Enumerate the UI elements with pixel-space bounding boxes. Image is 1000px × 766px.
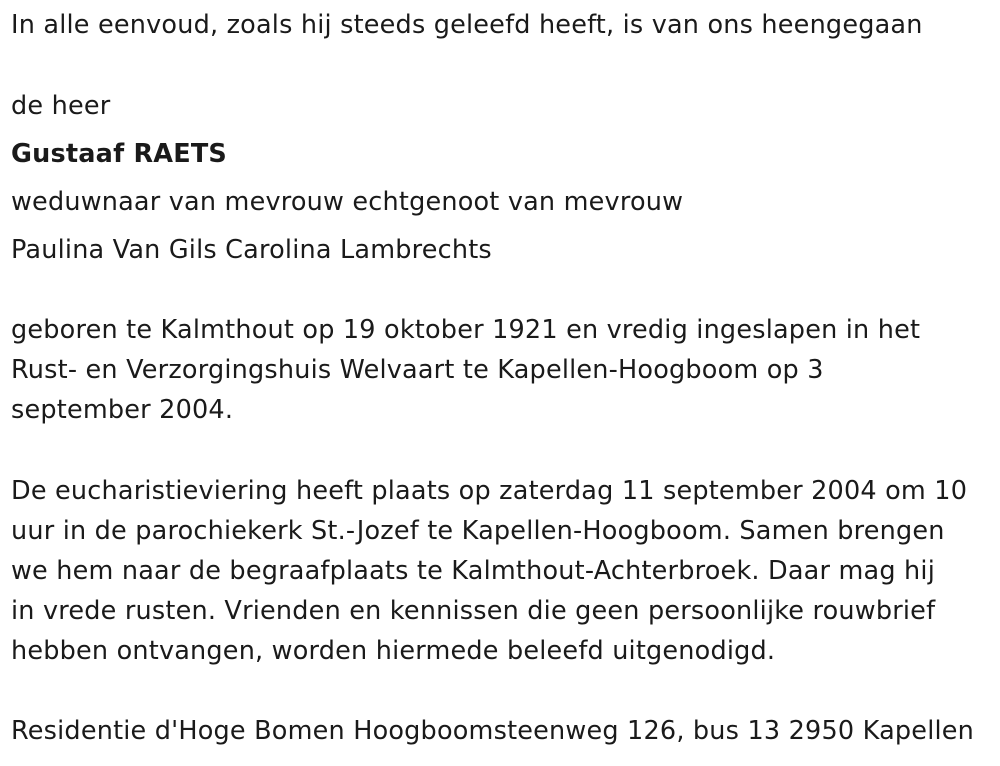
deceased-name: Gustaaf RAETS	[11, 139, 227, 169]
relation-text: weduwnaar van mevrouw echtgenoot van mevrouw	[11, 187, 684, 217]
intro-text: In alle eenvoud, zoals hij steeds geleefd heeft, is van ons heengegaan	[11, 10, 923, 40]
obituary-notice	[11, 0, 991, 766]
paragraph-line: De eucharistieviering heeft plaats op zaterdag 11 september 2004 om 10	[11, 476, 968, 506]
paragraph-line: we hem naar de begraafplaats te Kalmthout-Achterbroek. Daar mag hij	[11, 556, 935, 586]
spouse-names: Paulina Van Gils Carolina Lambrechts	[11, 235, 492, 265]
paragraph-line: in vrede rusten. Vrienden en kennissen die geen persoonlijke rouwbrief	[11, 596, 936, 626]
paragraph-line: Rust- en Verzorgingshuis Welvaart te Kapellen-Hoogboom op 3	[11, 355, 824, 385]
ceremony-paragraph	[11, 471, 991, 671]
salutation: de heer	[11, 91, 111, 121]
paragraph-line: geboren te Kalmthout op 19 oktober 1921 en vredig ingeslapen in het	[11, 315, 921, 345]
address-text: Residentie d'Hoge Bomen Hoogboomsteenweg 126, bus 13 2950 Kapellen	[11, 716, 975, 746]
paragraph-line: uur in de parochiekerk St.-Jozef te Kapellen-Hoogboom. Samen brengen	[11, 516, 945, 546]
paragraph-line: september 2004.	[11, 395, 234, 425]
birth-death-paragraph	[11, 310, 991, 430]
paragraph-line: hebben ontvangen, worden hiermede beleefd uitgenodigd.	[11, 636, 776, 666]
